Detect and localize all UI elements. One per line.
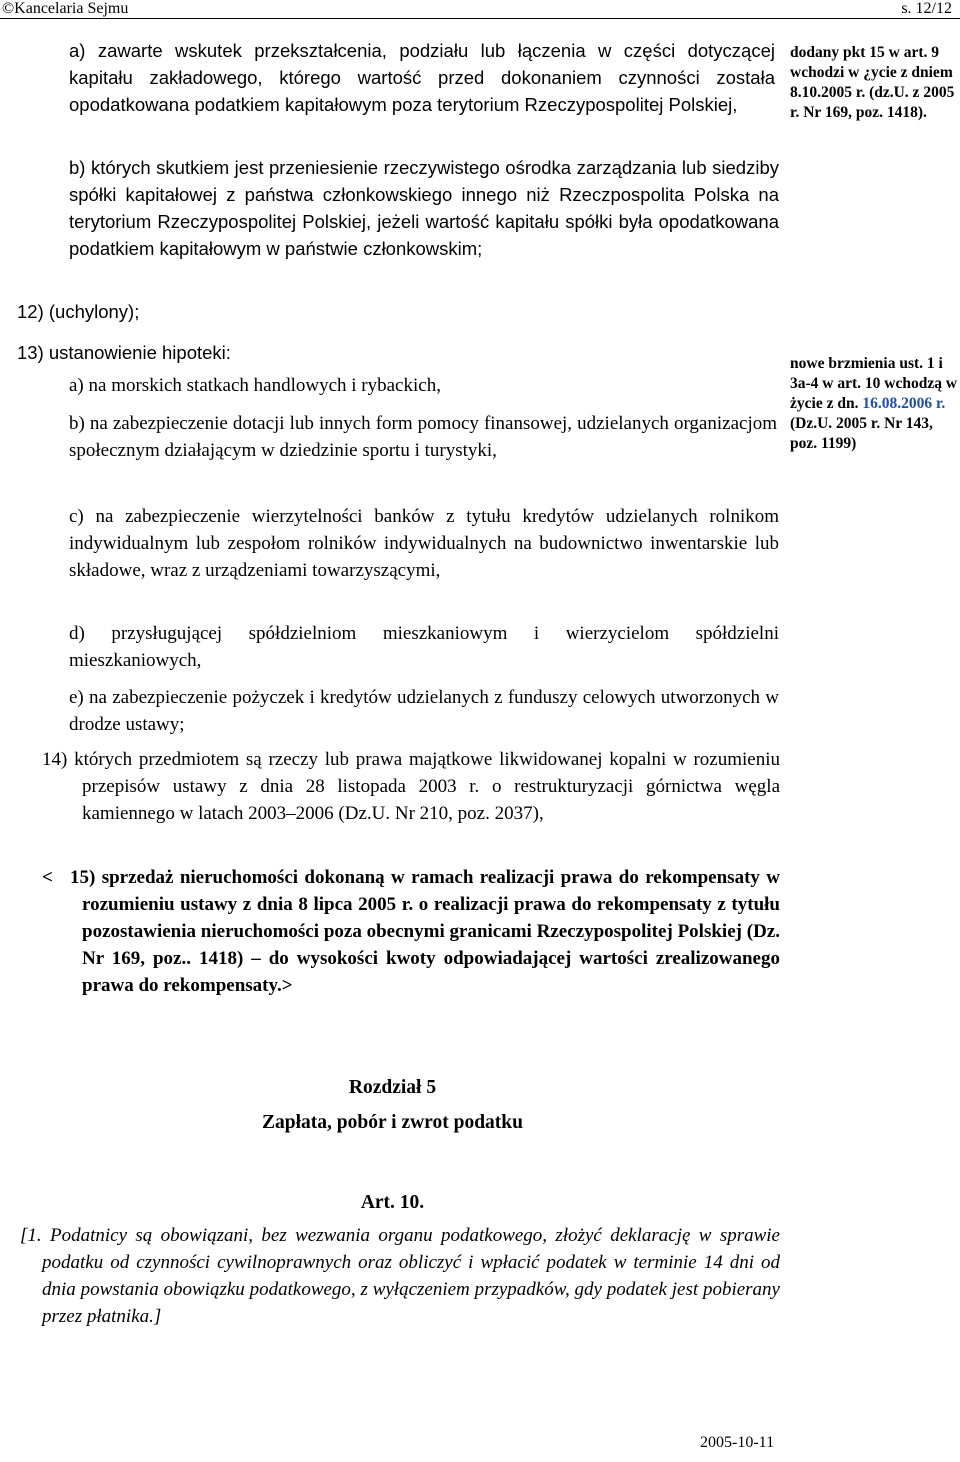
side-note-2-text: nowe brzmienia ust. 1 i 3a-4 w art. 10 wchodzą w życie z dn.: [790, 355, 958, 412]
side-note-1-text: dodany pkt 15 w art. 9 wchodzi w ¿ycie z dniem 8.10.2005 r. (dz.U. z 2005 r. Nr 169, poz. 1418).: [790, 44, 955, 121]
item-11a: a) zawarte wskutek przekształcenia, podziału lub łączenia w części dotyczącej kapitału zakładowego, którego wartość przed dokonaniem czynności została opodatkowana podatkiem kapitałowym poza terytorium Rzeczypospolitej Polskiej,: [69, 40, 775, 115]
item-13a: a) na morskich statkach handlowych i rybackich,: [69, 375, 441, 396]
item-11b: b) których skutkiem jest przeniesienie rzeczywistego ośrodka zarządzania lub siedziby spółki kapitałowej z państwa członkowskiego innego niż Rzeczpospolita Polska na terytorium Rzeczypospolitej Polskiej, jeżeli wartość kapitału spółki była opodatkowana podatkiem kapitałowym w państwie członkowskim;: [69, 157, 779, 259]
item-13c: c) na zabezpieczenie wierzytelności banków z tytułu kredytów udzielanych rolnikom indywidualnym lub zespołom rolników indywidualnych na budownictwo inwentarskie lub składowe, wraz z urządzeniami towarzyszącymi,: [69, 506, 779, 581]
side-note-2-source: (Dz.U. 2005 r. Nr 143, poz. 1199): [790, 415, 933, 452]
article-heading: Art. 10.: [360, 1192, 425, 1213]
item-13e: e) na zabezpieczenie pożyczek i kredytów udzielanych z funduszy celowych utworzonych w drodze ustawy;: [69, 687, 779, 735]
footer-date: 2005-10-11: [700, 1434, 775, 1451]
header-page-number: s. 12/12: [901, 0, 952, 17]
chapter-number: Rozdział 5: [348, 1077, 437, 1098]
chapter-title: Zapłata, pobór i zwrot podatku: [262, 1112, 523, 1133]
side-note-amendment-1: [790, 43, 958, 123]
item-13: 13) ustanowienie hipoteki:: [17, 342, 231, 363]
item-15: 15) sprzedaż nieruchomości dokonaną w ramach realizacji prawa do rekompensaty w rozumieniu ustawy z dnia 8 lipca 2005 r. o realizacji prawa do rekompensaty z tytułu pozostawienia nieruchomości poza obecnymi granicami Rzeczypospolitej Polskiej (Dz. Nr 169, poz.. 1418) – do wysokości kwoty odpowiadającej wartości zrealizowanego prawa do rekompensaty.>: [70, 867, 780, 996]
insertion-marker: <: [42, 867, 53, 888]
item-14: 14) których przedmiotem są rzeczy lub prawa majątkowe likwidowanej kopalni w rozumieniu przepisów ustawy z dnia 28 listopada 2003 r. o restrukturyzacji górnictwa węgla kamiennego w latach 2003–2006 (Dz.U. Nr 210, poz. 2037),: [42, 749, 780, 824]
header-divider: [0, 18, 960, 19]
side-note-2-date: 16.08.2006 r.: [862, 395, 946, 412]
article-10-paragraph-1: [1. Podatnicy są obowiązani, bez wezwania organu podatkowego, złożyć deklarację w sprawie podatku od czynności cywilnoprawnych oraz obliczyć i wpłacić podatek w terminie 14 dni od dnia powstania obowiązku podatkowego, z wyłączeniem przypadków, gdy podatek jest pobierany przez płatnika.]: [20, 1225, 780, 1327]
side-note-amendment-2: [790, 354, 958, 454]
header-copyright: ©Kancelaria Sejmu: [2, 0, 129, 17]
item-13d: d) przysługującej spółdzielniom mieszkaniowym i wierzycielom spółdzielni mieszkaniowych,: [69, 623, 779, 671]
item-13b: b) na zabezpieczenie dotacji lub innych form pomocy finansowej, udzielanych organizacjom społecznym działającym w dziedzinie sportu i turystyki,: [69, 413, 777, 461]
item-12: 12) (uchylony);: [17, 301, 140, 322]
